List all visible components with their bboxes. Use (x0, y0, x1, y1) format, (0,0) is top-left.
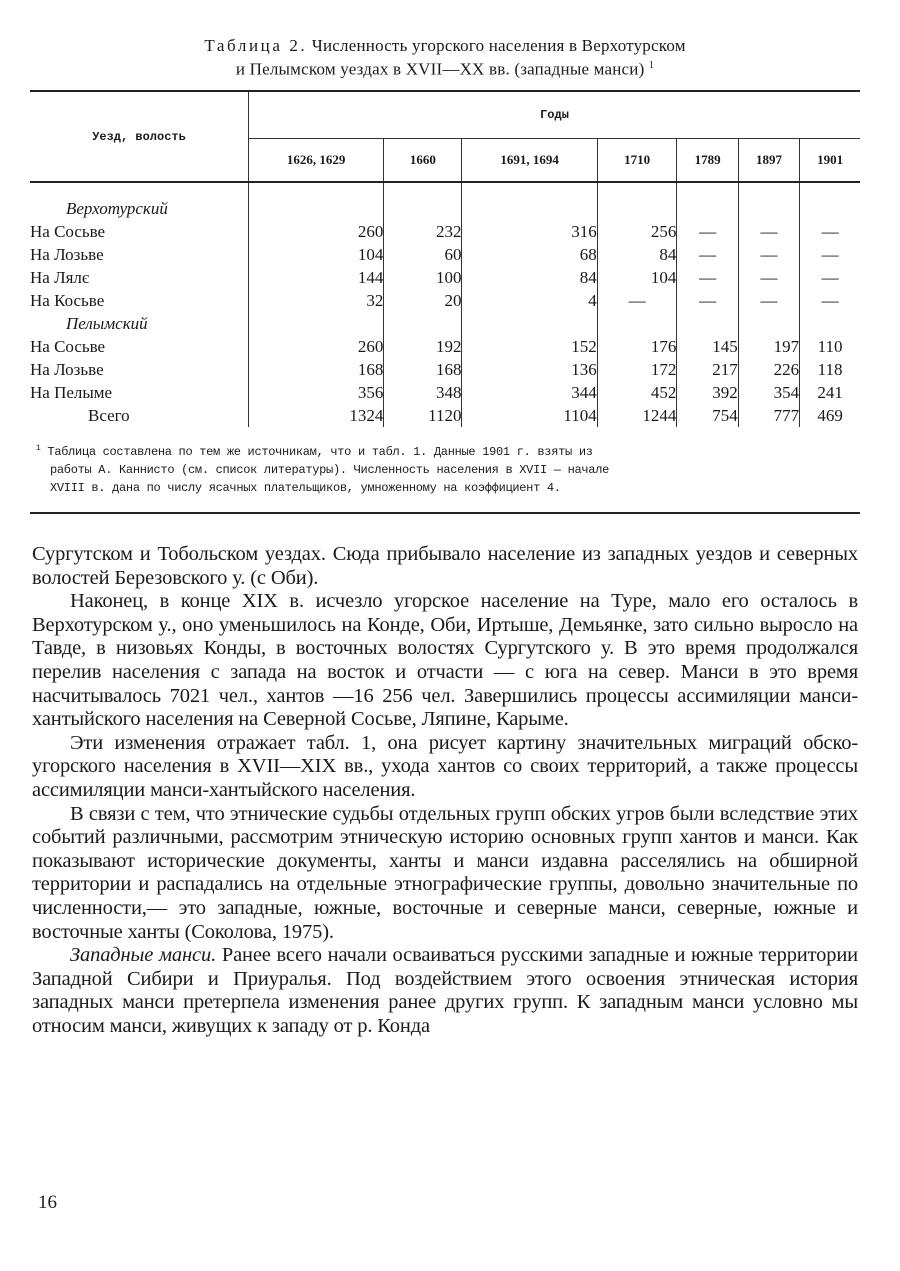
value-cell: — (738, 220, 799, 243)
value-cell: — (677, 243, 738, 266)
value-cell: 241 (817, 383, 843, 402)
empty-cell (462, 197, 597, 220)
empty-cell (384, 197, 462, 220)
value-cell: 260 (249, 335, 384, 358)
value-cell: 60 (384, 243, 462, 266)
group-row (30, 197, 860, 220)
value-cell: 110 (817, 337, 843, 356)
table-footnote (30, 440, 860, 497)
value-cell: 1104 (462, 404, 597, 427)
spacer-row (30, 182, 860, 197)
value-cell: 316 (462, 220, 597, 243)
value-cell: — (821, 291, 839, 310)
empty-cell (597, 312, 677, 335)
table-row (30, 243, 860, 266)
value-cell: 84 (597, 243, 677, 266)
value-cell: 197 (738, 335, 799, 358)
value-cell: — (738, 243, 799, 266)
group-name: Верхотурский (30, 197, 249, 220)
value-cell: — (821, 245, 839, 264)
spacer-cell (249, 182, 384, 197)
value-cell: 469 (817, 406, 843, 425)
value-cell: 1244 (597, 404, 677, 427)
header-years: Годы (249, 91, 861, 139)
value-cell: 754 (677, 404, 738, 427)
value-cell: 217 (677, 358, 738, 381)
table-row (30, 358, 860, 381)
row-label: На Пелыме (30, 381, 249, 404)
value-cell: 232 (384, 220, 462, 243)
row-label: Всего (30, 404, 249, 427)
value-cell: — (677, 220, 738, 243)
paragraph-1: Сургутском и Тобольском уездах. Сюда прибывало население из западных уездов и северных волостей Березовского у. (с Оби). (32, 543, 858, 589)
value-cell: — (677, 266, 738, 289)
value-cell: 104 (249, 243, 384, 266)
value-cell: 4 (462, 289, 597, 312)
table-caption (30, 36, 860, 80)
value-cell: 152 (462, 335, 597, 358)
spacer-cell (677, 182, 738, 197)
value-cell: 452 (597, 381, 677, 404)
empty-cell (738, 197, 799, 220)
value-cell: — (821, 268, 839, 287)
value-cell: — (738, 266, 799, 289)
caption-line-2 (30, 56, 860, 80)
value-cell: 226 (738, 358, 799, 381)
footnote-mark: 1 (36, 444, 41, 453)
year-column-header: 1789 (677, 139, 738, 183)
table-row (30, 404, 860, 427)
value-cell: 145 (677, 335, 738, 358)
caption-title-2: и Пелымском уездах в XVII—XX вв. (западные манси) (235, 59, 645, 79)
value-cell: 256 (597, 220, 677, 243)
value-cell: 68 (462, 243, 597, 266)
year-column-header: 1901 (800, 139, 860, 183)
year-column-header: 1710 (597, 139, 677, 183)
row-label: На Лялє (30, 266, 249, 289)
value-cell: 176 (597, 335, 677, 358)
empty-cell (384, 312, 462, 335)
value-cell: 100 (384, 266, 462, 289)
empty-cell (462, 312, 597, 335)
paragraph-5 (32, 944, 858, 1038)
row-label: На Сосьве (30, 335, 249, 358)
row-label: На Лозьве (30, 243, 249, 266)
footnote-line-2: работы А. Каннисто (см. список литературы). Численность населения в XVII — начале (50, 463, 609, 477)
spacer-cell (462, 182, 597, 197)
year-column-header: 1897 (738, 139, 799, 183)
value-cell: 136 (462, 358, 597, 381)
group-row (30, 312, 860, 335)
value-cell: 104 (597, 266, 677, 289)
empty-cell (677, 312, 738, 335)
empty-cell (738, 312, 799, 335)
paragraph-4: В связи с тем, что этнические судьбы отдельных групп обских угров были вследствие этих событий различными, рассмотрим этническую историю основных групп хантов и манси. Как показывают исторические документы, ханты и манси издавна расселялись на обширной территории и распадались на отдельные этнографические группы, довольно значительные по численности,— это западные, южные, восточные и северные манси, северные, южные и восточные ханты (Соколова, 1975). (32, 802, 858, 943)
value-cell: — (821, 222, 839, 241)
empty-cell (800, 197, 860, 220)
footnote-text-1: Таблица составлена по тем же источникам, что и табл. 1. Данные 1901 г. взяты из (47, 445, 593, 459)
group-name: Пелымский (30, 312, 249, 335)
table-row (30, 381, 860, 404)
value-cell: 32 (249, 289, 384, 312)
value-cell: 192 (384, 335, 462, 358)
spacer-cell (800, 182, 860, 197)
paragraph-5-text: Ранее всего начали осваиваться русскими западные и южные территории Западной Сибири и Приуралья. Под воздействием этого освоения этническая история западных манси претерпела изменения ранее других групп. К западным манси условно мы относим манси, живущих к западу от р. Конда (32, 944, 859, 1037)
caption-footnote-mark: 1 (648, 60, 655, 71)
row-label: На Косьве (30, 289, 249, 312)
caption-title-1: Численность угорского населения в Верхотурском (311, 36, 686, 55)
row-label: На Лозьве (30, 358, 249, 381)
value-cell: 344 (462, 381, 597, 404)
value-cell: 348 (384, 381, 462, 404)
value-cell: 777 (738, 404, 799, 427)
empty-cell (249, 312, 384, 335)
value-cell: 84 (462, 266, 597, 289)
table-row (30, 266, 860, 289)
footnote-line-1 (30, 440, 860, 461)
value-cell: 392 (677, 381, 738, 404)
value-cell: — (738, 289, 799, 312)
page-number: 16 (38, 1192, 57, 1213)
footnote-line-3: XVIII в. дана по числу ясачных плательщиков, умноженному на коэффициент 4. (50, 481, 561, 495)
table-label: Таблица 2. (204, 36, 308, 55)
value-cell: 118 (817, 360, 843, 379)
table-row (30, 335, 860, 358)
spacer-cell (384, 182, 462, 197)
value-cell: 168 (249, 358, 384, 381)
value-cell: 356 (249, 381, 384, 404)
spacer-cell (597, 182, 677, 197)
value-cell: 168 (384, 358, 462, 381)
footnote-divider (30, 512, 860, 514)
empty-cell (249, 197, 384, 220)
table-row (30, 289, 860, 312)
value-cell: 260 (249, 220, 384, 243)
table-row (30, 220, 860, 243)
value-cell: 1120 (384, 404, 462, 427)
value-cell: 20 (384, 289, 462, 312)
spacer-cell (30, 182, 249, 197)
value-cell: — (677, 289, 738, 312)
value-cell: 144 (249, 266, 384, 289)
row-label: На Сосьве (30, 220, 249, 243)
empty-cell (677, 197, 738, 220)
table-body (30, 182, 860, 427)
value-cell: 1324 (249, 404, 384, 427)
header-uezd-volost: Уезд, волость (30, 91, 249, 182)
value-cell: 172 (597, 358, 677, 381)
population-table (30, 90, 860, 427)
body-text (32, 543, 858, 1038)
year-column-header: 1626, 1629 (249, 139, 384, 183)
year-column-header: 1691, 1694 (462, 139, 597, 183)
empty-cell (597, 197, 677, 220)
paragraph-3: Эти изменения отражает табл. 1, она рисует картину значительных миграций обско-угорского населения в XVII—XIX вв., ухода хантов со своих территорий, а также процессы ассимиляции манси-хантыйского населения. (32, 731, 858, 801)
year-column-header: 1660 (384, 139, 462, 183)
value-cell: 354 (738, 381, 799, 404)
value-cell: — (597, 289, 677, 312)
paragraph-2: Наконец, в конце XIX в. исчезло угорское население на Туре, мало его осталось в Верхотурском у., оно уменьшилось на Конде, Оби, Иртыше, Демьянке, зато сильно выросло на Тавде, в низовьях Конды, в восточных волостях Сургутского у. В это время продолжался перелив населения с запада на восток и отчасти — с юга на север. Манси в это время насчитывалось 7021 чел., хантов —16 256 чел. Завершились процессы ассимиляции манси-хантыйского населения на Северной Сосьве, Ляпине, Карыме. (32, 590, 858, 731)
empty-cell (800, 312, 860, 335)
spacer-cell (738, 182, 799, 197)
caption-line-1 (30, 36, 860, 56)
section-heading-western-mansi: Западные манси. (70, 944, 217, 967)
